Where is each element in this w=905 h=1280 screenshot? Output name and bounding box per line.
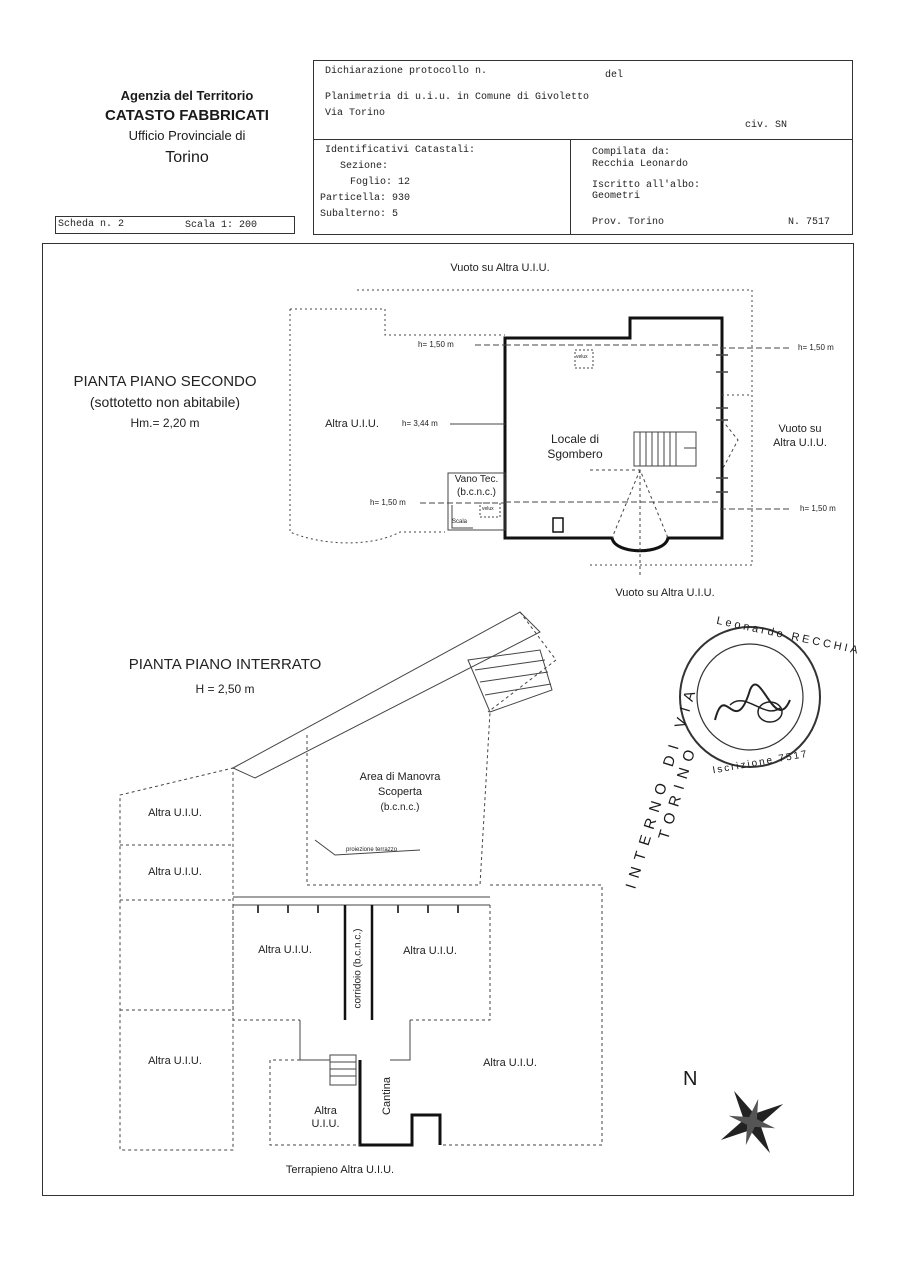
vuoto-bottom-label: Vuoto su Altra U.I.U. bbox=[615, 587, 715, 599]
interrato-stair bbox=[330, 1055, 356, 1085]
street-label: INTERNO DI VIA TORINO bbox=[622, 682, 702, 891]
band-windows bbox=[258, 905, 458, 913]
ufficio-label: Ufficio Provinciale di bbox=[128, 128, 246, 143]
height-label-b: h= 1,50 m bbox=[798, 343, 834, 352]
lower-stair-steps bbox=[330, 1062, 356, 1076]
height-label-c: h= 1,50 m bbox=[370, 498, 406, 507]
chimney bbox=[553, 518, 563, 532]
interrato-altra-small-2: U.I.U. bbox=[311, 1118, 340, 1130]
h-line-b bbox=[420, 503, 790, 509]
locale-label-2: Sgombero bbox=[547, 447, 603, 461]
via-label: Via Torino bbox=[325, 108, 386, 119]
interrato-altra-small-1: Altra bbox=[314, 1105, 337, 1117]
interrato-ramp-outline bbox=[488, 612, 556, 712]
piano-interrato-title: PIANTA PIANO INTERRATO bbox=[128, 656, 322, 673]
signature-scribble bbox=[715, 684, 790, 720]
vuoto-right-label-1: Vuoto su bbox=[778, 423, 822, 435]
compass-rose-icon bbox=[703, 1073, 801, 1171]
interrato-ramp bbox=[468, 650, 552, 712]
signature-loop bbox=[758, 702, 782, 722]
vano-scala-label: Scala bbox=[452, 519, 468, 525]
stamp-bottom-text: Iscrizione 7517 bbox=[711, 748, 810, 777]
lower-corridor bbox=[300, 1020, 410, 1060]
dichiarazione-label: Dichiarazione protocollo n. bbox=[325, 66, 488, 77]
piano-secondo-title: PIANTA PIANO SECONDO bbox=[73, 373, 257, 390]
interrato-altra-6: Altra U.I.U. bbox=[483, 1057, 537, 1069]
scala-label: Scala 1: 200 bbox=[185, 220, 258, 231]
sezione-label: Sezione: bbox=[340, 161, 389, 172]
north-label: N bbox=[683, 1068, 698, 1090]
cantina-label: Cantina bbox=[381, 1077, 393, 1115]
vuoto-right-label-2: Altra U.I.U. bbox=[773, 437, 827, 449]
locale-label-1: Locale di bbox=[550, 432, 600, 446]
secondo-stair bbox=[634, 432, 696, 466]
piano-interrato-h: H = 2,50 m bbox=[195, 682, 255, 696]
subalterno-label: Subalterno: 5 bbox=[320, 209, 399, 220]
interrato-altra-4: Altra U.I.U. bbox=[403, 945, 457, 957]
height-label-344: h= 3,44 m bbox=[402, 419, 438, 428]
velux-label-2: velux bbox=[482, 506, 494, 512]
interrato-altra-2: Altra U.I.U. bbox=[148, 866, 202, 878]
identificativi-label: Identificativi Catastali: bbox=[325, 145, 476, 156]
piano-secondo-subtitle: (sottotetto non abitabile) bbox=[89, 394, 241, 410]
civico-label: civ. SN bbox=[745, 120, 788, 131]
particella-label: Particella: 930 bbox=[320, 193, 411, 204]
interrato-right-unit bbox=[440, 885, 602, 1145]
interrato-wall-band bbox=[233, 897, 490, 905]
provincia-label: Prov. Torino bbox=[592, 217, 665, 228]
cantina-walls bbox=[360, 1060, 440, 1145]
ramp-steps bbox=[475, 660, 551, 695]
stamp-top-text: Leonardo RECCHIA bbox=[715, 614, 862, 658]
del-label: del bbox=[605, 70, 624, 81]
secondo-hip-lines bbox=[590, 470, 668, 575]
iscrizione-number: N. 7517 bbox=[788, 217, 831, 228]
lower-left-unit bbox=[270, 1060, 360, 1145]
interrato-altra-1: Altra U.I.U. bbox=[148, 807, 202, 819]
corridoio-label: corridoio (b.c.n.c.) bbox=[352, 928, 364, 1009]
secondo-right-bay bbox=[722, 420, 738, 470]
planimetria-label: Planimetria di u.i.u. in Comune di Givoletto bbox=[325, 92, 590, 103]
ufficio-city: Torino bbox=[165, 149, 209, 166]
interrato-altra-5: Altra U.I.U. bbox=[148, 1055, 202, 1067]
height-label-d: h= 1,50 m bbox=[800, 504, 836, 513]
vuoto-top-label: Vuoto su Altra U.I.U. bbox=[450, 262, 550, 274]
albo-value: Geometri bbox=[592, 191, 641, 202]
interrato-left-units bbox=[120, 768, 233, 1150]
terrapieno-label: Terrapieno Altra U.I.U. bbox=[285, 1164, 395, 1176]
stair-steps bbox=[640, 432, 696, 466]
piano-secondo-hm: Hm.= 2,20 m bbox=[130, 416, 200, 430]
velux-label-1: velux bbox=[576, 354, 588, 360]
compilatore-name: Recchia Leonardo bbox=[592, 159, 689, 170]
agency-name: Agenzia del Territorio bbox=[120, 88, 254, 103]
secondo-altra-label: Altra U.I.U. bbox=[325, 418, 379, 430]
area-manovra-outline bbox=[307, 712, 490, 885]
scheda-label: Scheda n. 2 bbox=[58, 219, 125, 230]
vano-tecnico-label-1: Vano Tec. bbox=[454, 474, 499, 485]
compilata-label: Compilata da: bbox=[592, 147, 671, 158]
interrato-altra-3: Altra U.I.U. bbox=[258, 944, 312, 956]
vano-tecnico-label-2: (b.c.n.c.) bbox=[457, 487, 496, 498]
proiezione-label: proiezione terrazzo bbox=[346, 847, 398, 853]
area-manovra-label-1: Area di Manovra bbox=[359, 771, 441, 783]
iscritto-label: Iscritto all'albo: bbox=[592, 180, 701, 191]
catasto-title: CATASTO FABBRICATI bbox=[105, 107, 269, 124]
area-manovra-label-2: Scoperta bbox=[377, 786, 423, 798]
secondo-outer-boundary bbox=[290, 309, 505, 335]
area-manovra-label-3: (b.c.n.c.) bbox=[380, 802, 420, 813]
height-label-a: h= 1,50 m bbox=[418, 340, 454, 349]
foglio-label: Foglio: 12 bbox=[350, 177, 411, 188]
